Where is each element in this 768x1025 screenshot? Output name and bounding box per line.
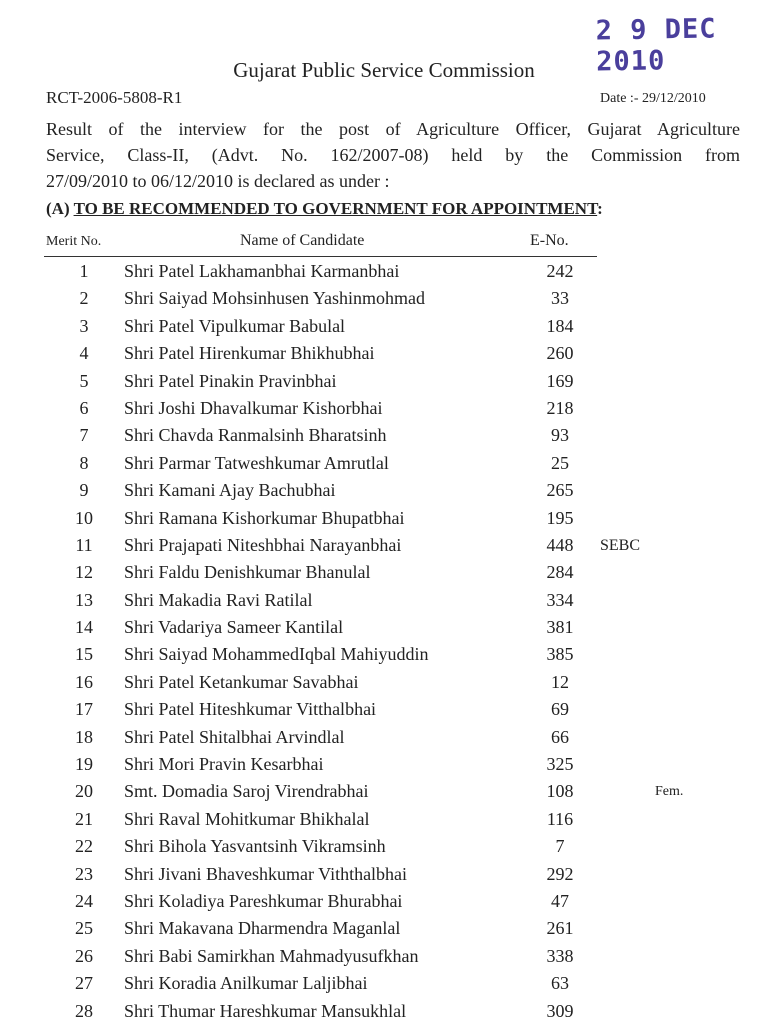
column-header-eno: E-No.: [530, 232, 569, 249]
section-title: TO BE RECOMMENDED TO GOVERNMENT FOR APPOINTMENT: [73, 199, 598, 218]
candidate-name: Shri Ramana Kishorkumar Bhupatbhai: [124, 507, 405, 528]
candidate-name: Shri Patel Hiteshkumar Vitthalbhai: [124, 699, 377, 720]
merit-number: 19: [75, 754, 93, 775]
candidate-name: Shri Raval Mohitkumar Bhikhalal: [124, 808, 370, 829]
table-row: [0, 943, 768, 970]
column-header-name: Name of Candidate: [240, 232, 365, 249]
merit-number: 1: [79, 261, 89, 281]
enrolment-number: 309: [546, 1000, 574, 1021]
merit-number: 10: [75, 507, 93, 528]
enrolment-number: 12: [551, 671, 569, 692]
merit-number: 15: [75, 644, 93, 665]
merit-number: 2: [79, 288, 89, 309]
candidate-name: Shri Koradia Anilkumar Laljibhai: [124, 973, 368, 994]
table-row: [0, 806, 768, 833]
merit-number: 24: [75, 890, 93, 911]
section-prefix: (A): [46, 199, 70, 218]
candidate-name: Shri Saiyad MohammedIqbal Mahiyuddin: [124, 644, 429, 665]
candidate-name: Smt. Domadia Saroj Virendrabhai: [124, 781, 369, 802]
candidate-name: Shri Patel Ketankumar Savabhai: [124, 671, 359, 692]
candidate-name: Shri Vadariya Sameer Kantilal: [124, 617, 344, 638]
candidate-name: Shri Mori Pravin Kesarbhai: [124, 754, 324, 775]
candidate-name: Shri Patel Vipulkumar Babulal: [124, 315, 346, 336]
candidate-name: Shri Patel Pinakin Pravinbhai: [124, 370, 337, 391]
merit-number: 11: [75, 534, 93, 555]
reference-number: RCT-2006-5808-R1: [46, 88, 183, 107]
table-row: [0, 614, 768, 641]
merit-number: 6: [79, 397, 89, 418]
header-divider: [44, 256, 597, 257]
table-row: [0, 422, 768, 449]
candidate-name: Shri Parmar Tatweshkumar Amrutlal: [124, 452, 389, 473]
candidate-name: Shri Jivani Bhaveshkumar Viththalbhai: [124, 863, 408, 884]
candidate-name: Shri Faldu Denishkumar Bhanulal: [124, 562, 371, 583]
enrolment-number: 265: [546, 480, 574, 501]
enrolment-number: 218: [546, 397, 574, 418]
table-row: [0, 888, 768, 915]
candidate-name: Shri Patel Lakhamanbhai Karmanbhai: [124, 261, 400, 281]
table-row: [0, 559, 768, 586]
table-row: [0, 340, 768, 367]
table-row: [0, 258, 768, 285]
table-row: [0, 861, 768, 888]
intro-line: 27/09/2010 to 06/12/2010 is declared as under :: [46, 171, 390, 191]
enrolment-number: 242: [546, 261, 574, 281]
enrolment-number: 338: [546, 945, 574, 966]
table-row: [0, 669, 768, 696]
merit-number: 26: [75, 945, 93, 966]
enrolment-number: 195: [546, 507, 574, 528]
enrolment-number: 169: [546, 370, 574, 391]
table-row: [0, 450, 768, 477]
enrolment-number: 261: [546, 918, 574, 939]
enrolment-number: 292: [546, 863, 574, 884]
merit-number: 23: [75, 863, 93, 884]
document-title: Gujarat Public Service Commission: [233, 58, 535, 82]
table-row: [0, 285, 768, 312]
enrolment-number: 448: [546, 534, 574, 555]
enrolment-number: 7: [555, 836, 565, 857]
table-row: [0, 970, 768, 997]
enrolment-number: 184: [546, 315, 574, 336]
table-row: [0, 915, 768, 942]
merit-number: 27: [75, 973, 93, 994]
enrolment-number: 385: [546, 644, 574, 665]
table-row: [0, 751, 768, 778]
enrolment-number: 108: [546, 781, 574, 802]
enrolment-number: 47: [551, 890, 569, 911]
enrolment-number: 25: [551, 452, 569, 473]
enrolment-number: 33: [551, 288, 569, 309]
intro-line: Service, Class-II, (Advt. No. 162/2007-08) held by the Commission from: [46, 145, 740, 165]
results-table: [0, 258, 768, 1025]
section-heading: [46, 199, 603, 219]
merit-number: 14: [75, 617, 93, 638]
document-date: Date :- 29/12/2010: [600, 91, 706, 106]
candidate-name: Shri Joshi Dhavalkumar Kishorbhai: [124, 397, 383, 418]
enrolment-number: 63: [551, 973, 569, 994]
merit-number: 21: [75, 808, 93, 829]
merit-number: 12: [75, 562, 93, 583]
merit-number: 5: [79, 370, 89, 391]
merit-number: 4: [79, 343, 89, 364]
merit-number: 16: [75, 671, 93, 692]
merit-number: 7: [79, 425, 89, 446]
section-suffix: :: [597, 199, 603, 218]
table-row: [0, 778, 768, 805]
category-note: Fem.: [655, 784, 684, 800]
enrolment-number: 334: [546, 589, 574, 610]
candidate-name: Shri Babi Samirkhan Mahmadyusufkhan: [124, 945, 419, 966]
table-row: [0, 313, 768, 340]
merit-number: 22: [75, 836, 93, 857]
date-stamp: 2 9 DEC 2010: [595, 13, 717, 78]
merit-number: 20: [75, 781, 93, 802]
merit-number: 18: [75, 726, 93, 747]
table-row: [0, 641, 768, 668]
enrolment-number: 69: [551, 699, 569, 720]
enrolment-number: 381: [546, 617, 574, 638]
enrolment-number: 116: [546, 808, 574, 829]
table-row: [0, 532, 768, 559]
merit-number: 17: [75, 699, 93, 720]
candidate-name: Shri Patel Hirenkumar Bhikhubhai: [124, 343, 375, 364]
table-row: [0, 368, 768, 395]
candidate-name: Shri Kamani Ajay Bachubhai: [124, 480, 336, 501]
candidate-name: Shri Makadia Ravi Ratilal: [124, 589, 313, 610]
enrolment-number: 93: [551, 425, 569, 446]
candidate-name: Shri Makavana Dharmendra Maganlal: [124, 918, 401, 939]
merit-number: 3: [79, 315, 89, 336]
category-note: SEBC: [600, 536, 641, 554]
candidate-name: Shri Saiyad Mohsinhusen Yashinmohmad: [124, 288, 426, 309]
intro-line: Result of the interview for the post of Agriculture Officer, Gujarat Agriculture: [46, 119, 740, 139]
table-row: [0, 395, 768, 422]
merit-number: 25: [75, 918, 93, 939]
column-header-merit: Merit No.: [46, 234, 102, 249]
intro-paragraph: [46, 116, 740, 194]
table-row: [0, 833, 768, 860]
merit-number: 9: [79, 480, 89, 501]
merit-number: 8: [79, 452, 89, 473]
enrolment-number: 284: [546, 562, 574, 583]
table-row: [0, 505, 768, 532]
candidate-name: Shri Koladiya Pareshkumar Bhurabhai: [124, 890, 403, 911]
enrolment-number: 66: [551, 726, 569, 747]
candidate-name: Shri Bihola Yasvantsinh Vikramsinh: [124, 836, 386, 857]
merit-number: 28: [75, 1000, 93, 1021]
table-row: [0, 724, 768, 751]
merit-number: 13: [75, 589, 93, 610]
enrolment-number: 260: [546, 343, 574, 364]
candidate-name: Shri Chavda Ranmalsinh Bharatsinh: [124, 425, 387, 446]
candidate-name: Shri Prajapati Niteshbhai Narayanbhai: [124, 534, 402, 555]
candidate-name: Shri Thumar Hareshkumar Mansukhlal: [124, 1000, 407, 1021]
candidate-name: Shri Patel Shitalbhai Arvindlal: [124, 726, 345, 747]
enrolment-number: 325: [546, 754, 574, 775]
table-row: [0, 477, 768, 504]
table-row: [0, 587, 768, 614]
table-row: [0, 998, 768, 1025]
table-row: [0, 696, 768, 723]
